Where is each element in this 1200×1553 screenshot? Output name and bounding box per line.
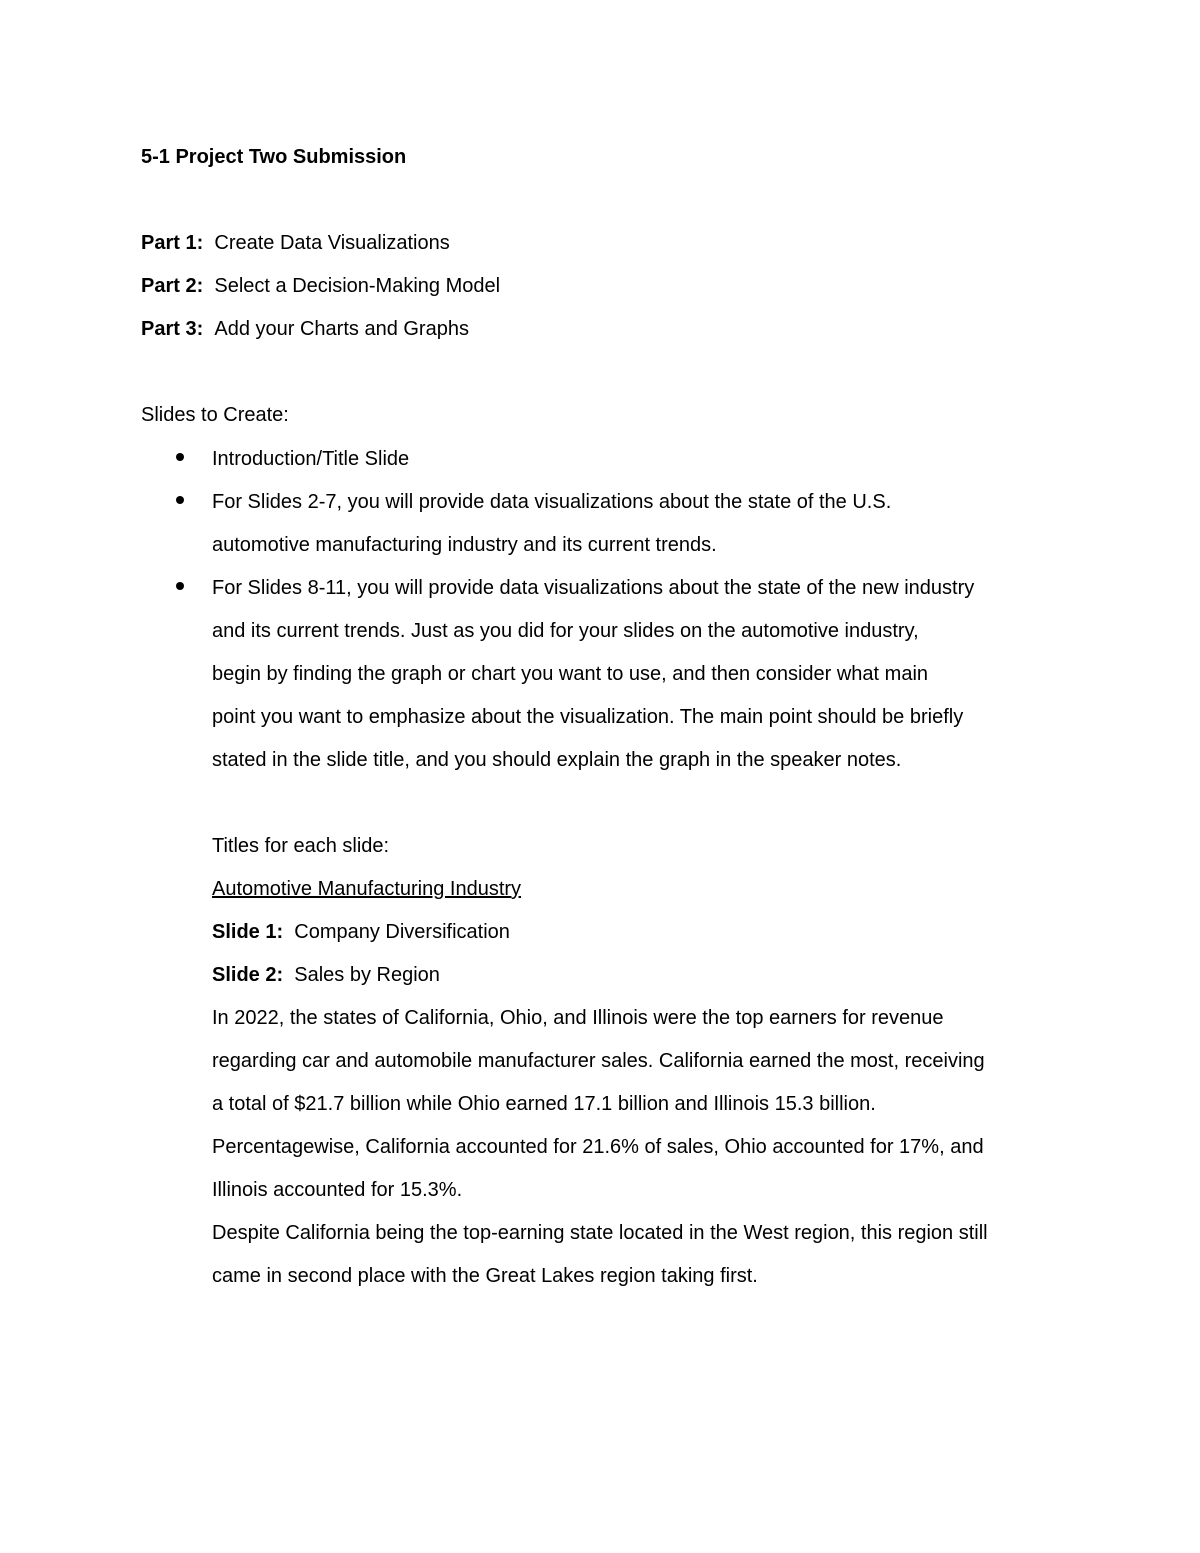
bullet-3-line-4: point you want to emphasize about the visualization. The main point should be briefly (212, 706, 964, 728)
bullet-2-line-2: automotive manufacturing industry and its current trends. (212, 534, 717, 556)
part-2-text: Select a Decision-Making Model (214, 275, 501, 297)
bullet-3-line-1: For Slides 8-11, you will provide data visualizations about the state of the new industry (212, 577, 975, 599)
body-line-4: Percentagewise, California accounted for 21.6% of sales, Ohio accounted for 17%, and (212, 1136, 984, 1158)
body-line-1: In 2022, the states of California, Ohio, and Illinois were the top earners for revenue (212, 1007, 944, 1029)
slide-1-title: Company Diversification (294, 921, 510, 943)
bullet-3-line-2: and its current trends. Just as you did for your slides on the automotive industry, (212, 620, 919, 642)
part-3-text: Add your Charts and Graphs (214, 318, 469, 340)
document-title: 5-1 Project Two Submission (141, 146, 407, 168)
slide-1-line (212, 920, 510, 944)
part-2-label: Part 2: (141, 275, 204, 297)
bullet-dot-2 (176, 496, 184, 504)
slide-2-label: Slide 2: (212, 964, 284, 986)
bullet-dot-1 (176, 453, 184, 461)
body-line-6: Despite California being the top-earning state located in the West region, this region still (212, 1222, 988, 1244)
bullet-3-line-3: begin by finding the graph or chart you want to use, and then consider what main (212, 663, 929, 685)
part-1-line (141, 231, 450, 255)
part-3-line (141, 317, 469, 341)
body-line-3: a total of $21.7 billion while Ohio earned 17.1 billion and Illinois 15.3 billion. (212, 1093, 876, 1115)
bullet-3-line-5: stated in the slide title, and you should explain the graph in the speaker notes. (212, 749, 902, 771)
slides-heading: Slides to Create: (141, 404, 289, 426)
part-1-text: Create Data Visualizations (214, 232, 450, 254)
part-3-label: Part 3: (141, 318, 204, 340)
body-line-2: regarding car and automobile manufacturer sales. California earned the most, receiving (212, 1050, 985, 1072)
slide-2-title: Sales by Region (294, 964, 440, 986)
section-heading: Automotive Manufacturing Industry (212, 878, 522, 900)
slide-1-label: Slide 1: (212, 921, 284, 943)
bullet-dot-3 (176, 582, 184, 590)
slide-2-line (212, 963, 440, 987)
bullet-2-line-1: For Slides 2-7, you will provide data visualizations about the state of the U.S. (212, 491, 892, 513)
part-2-line (141, 274, 500, 298)
titles-heading: Titles for each slide: (212, 835, 390, 857)
body-line-5: Illinois accounted for 15.3%. (212, 1179, 463, 1201)
bullet-1-line-1: Introduction/Title Slide (212, 448, 410, 470)
part-1-label: Part 1: (141, 232, 204, 254)
body-line-7: came in second place with the Great Lakes region taking first. (212, 1265, 758, 1287)
